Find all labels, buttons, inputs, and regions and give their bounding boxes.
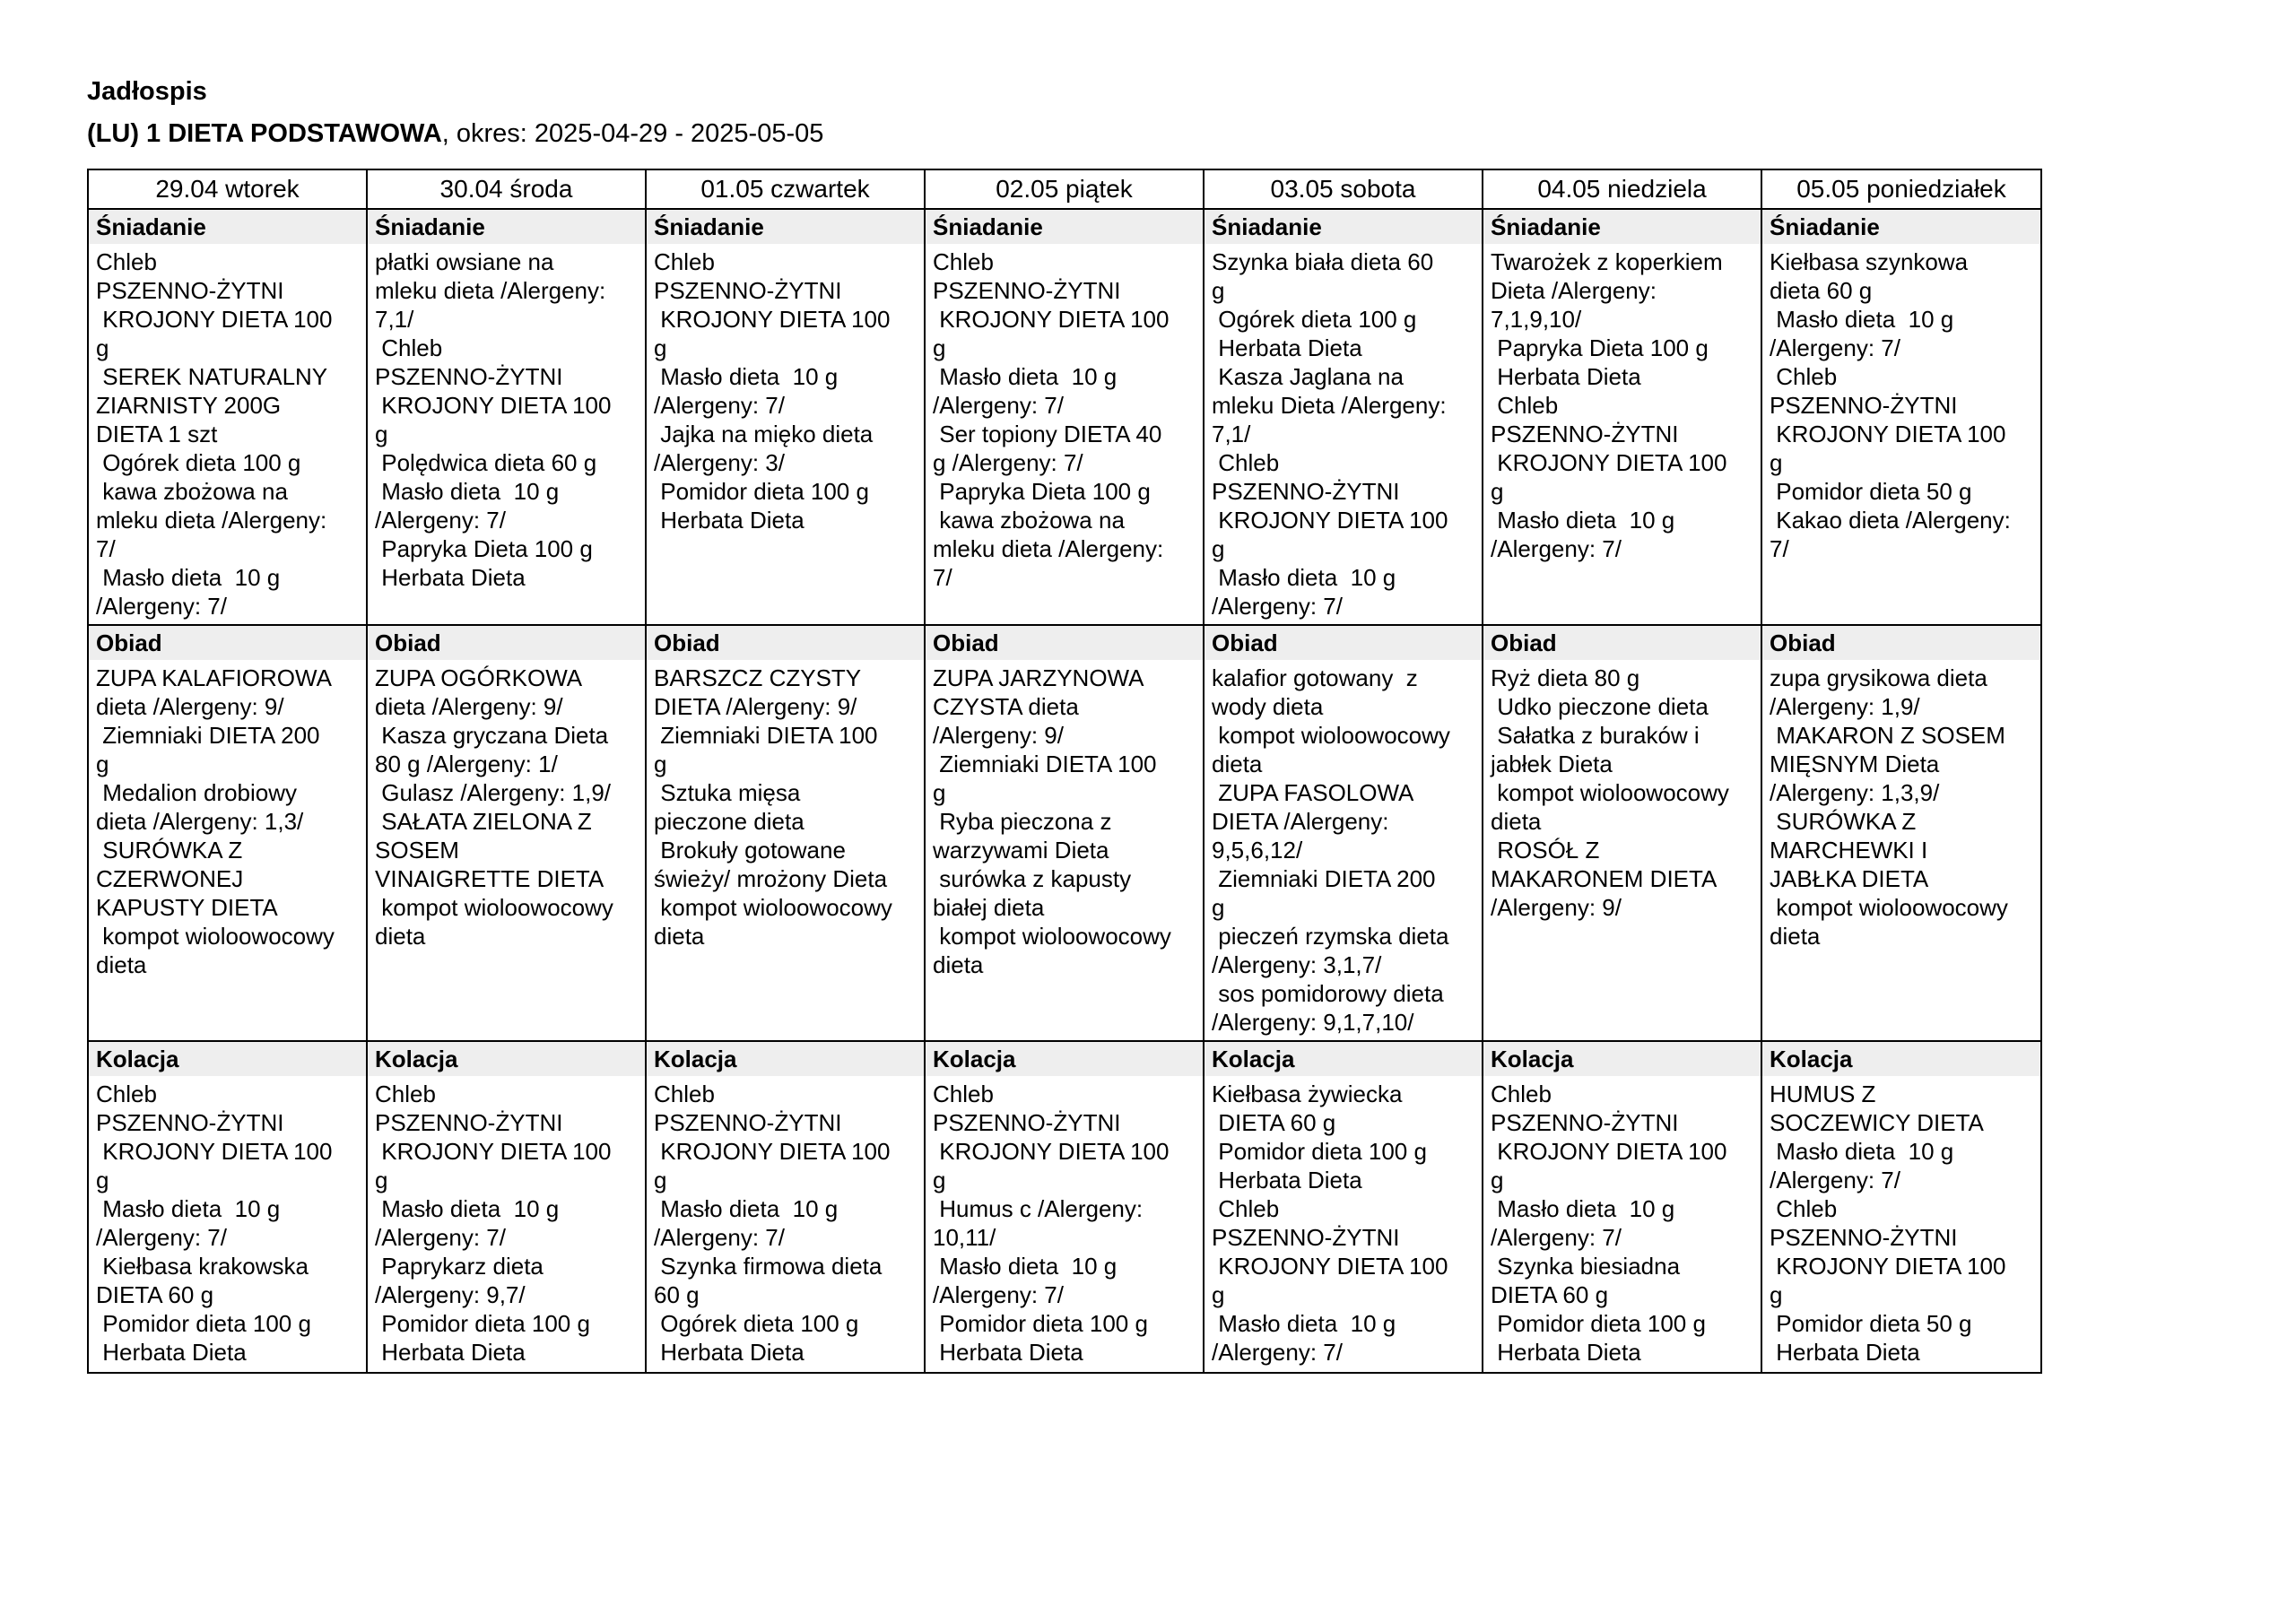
meal-cell [925, 209, 1204, 625]
meal-name: Śniadanie [89, 210, 366, 244]
meal-items: ZUPA OGÓRKOWA dieta /Alergeny: 9/ Kasza gryczana Dieta 80 g /Alergeny: 1/ Gulasz /Alergeny: 1,9/ SAŁATA ZIELONA Z SOSEM VINAIGRETTE DIETA kompot wioloowocowy dieta [375, 664, 613, 950]
day-header-row [88, 169, 2041, 209]
meal-name: Śniadanie [926, 210, 1203, 244]
meal-items: HUMUS Z SOCZEWICY DIETA Masło dieta 10 g /Alergeny: 7/ Chleb PSZENNO-ŻYTNI KROJONY DIETA 100 g Pomidor dieta 50 g Herbata Dieta [1770, 1081, 2006, 1366]
meal-items: ZUPA JARZYNOWA CZYSTA dieta /Alergeny: 9/ Ziemniaki DIETA 100 g Ryba pieczona z warzywami Dieta surówka z kapusty białej dieta kompot wioloowocowy dieta [933, 664, 1171, 978]
meal-cell [367, 209, 646, 625]
meal-name: Kolacja [368, 1042, 645, 1076]
meal-cell [88, 209, 367, 625]
meal-cell [1761, 209, 2041, 625]
meal-cell [1204, 209, 1483, 625]
meal-items: płatki owsiane na mleku dieta /Alergeny: 7,1/ Chleb PSZENNO-ŻYTNI KROJONY DIETA 100 g Polędwica dieta 60 g Masło dieta 10 g /Alergeny: 7/ Papryka Dieta 100 g Herbata Dieta [375, 248, 612, 591]
meal-items: Kiełbasa żywiecka DIETA 60 g Pomidor dieta 100 g Herbata Dieta Chleb PSZENNO-ŻYTNI KROJONY DIETA 100 g Masło dieta 10 g /Alergeny: 7/ [1212, 1081, 1448, 1366]
day-header: 05.05 poniedziałek [1761, 169, 2041, 209]
meal-items: Ryż dieta 80 g Udko pieczone dieta Sałatka z buraków i jabłek Dieta kompot wioloowocowy dieta ROSÓŁ Z MAKARONEM DIETA /Alergeny: 9/ [1491, 664, 1729, 921]
meal-name: Kolacja [89, 1042, 366, 1076]
meal-cell [88, 1041, 367, 1373]
meal-name: Obiad [368, 626, 645, 660]
day-header: 01.05 czwartek [646, 169, 925, 209]
meal-cell [1483, 209, 1761, 625]
meal-cell [88, 625, 367, 1041]
meal-items: Szynka biała dieta 60 g Ogórek dieta 100 g Herbata Dieta Kasza Jaglana na mleku Dieta /Alergeny: 7,1/ Chleb PSZENNO-ŻYTNI KROJONY DIETA 100 g Masło dieta 10 g /Alergeny: 7/ [1212, 248, 1448, 620]
meal-items: Chleb PSZENNO-ŻYTNI KROJONY DIETA 100 g Masło dieta 10 g /Alergeny: 7/ Paprykarz dieta /Alergeny: 9,7/ Pomidor dieta 100 g Herbata Dieta [375, 1081, 612, 1366]
meal-name: Kolacja [647, 1042, 924, 1076]
meal-cell [1204, 625, 1483, 1041]
dinner-row [88, 1041, 2041, 1373]
diet-name: (LU) 1 DIETA PODSTAWOWA [87, 119, 442, 148]
meal-name: Kolacja [1762, 1042, 2040, 1076]
meal-name: Śniadanie [368, 210, 645, 244]
meal-name: Śniadanie [1762, 210, 2040, 244]
meal-items: zupa grysikowa dieta /Alergeny: 1,9/ MAKARON Z SOSEM MIĘSNYM Dieta /Alergeny: 1,3,9/ SURÓWKA Z MARCHEWKI I JABŁKA DIETA kompot wioloowocowy dieta [1770, 664, 2008, 950]
meal-cell [1204, 1041, 1483, 1373]
meal-items: Chleb PSZENNO-ŻYTNI KROJONY DIETA 100 g Masło dieta 10 g /Alergeny: 7/ Jajka na mięko dieta /Alergeny: 3/ Pomidor dieta 100 g Herbata Dieta [654, 248, 891, 534]
meal-cell [646, 209, 925, 625]
period-text: , okres: 2025-04-29 - 2025-05-05 [441, 119, 824, 148]
day-header: 04.05 niedziela [1483, 169, 1761, 209]
meal-name: Obiad [926, 626, 1203, 660]
meal-items: Chleb PSZENNO-ŻYTNI KROJONY DIETA 100 g Masło dieta 10 g /Alergeny: 7/ Ser topiony DIETA 40 g /Alergeny: 7/ Papryka Dieta 100 g kawa zbożowa na mleku dieta /Alergeny: 7/ [933, 248, 1170, 591]
meal-items: BARSZCZ CZYSTY DIETA /Alergeny: 9/ Ziemniaki DIETA 100 g Sztuka mięsa pieczone dieta Brokuły gotowane świeży/ mrożony Dieta kompot wioloowocowy dieta [654, 664, 892, 950]
page-title: Jadłospis [87, 77, 207, 106]
meal-cell [925, 1041, 1204, 1373]
meal-name: Obiad [89, 626, 366, 660]
meal-items: Twarożek z koperkiem Dieta /Alergeny: 7,1,9,10/ Papryka Dieta 100 g Herbata Dieta Chleb PSZENNO-ŻYTNI KROJONY DIETA 100 g Masło dieta 10 g /Alergeny: 7/ [1491, 248, 1727, 562]
meal-name: Śniadanie [647, 210, 924, 244]
meal-cell [367, 625, 646, 1041]
meal-name: Kolacja [1205, 1042, 1482, 1076]
meal-cell [367, 1041, 646, 1373]
meal-items: Chleb PSZENNO-ŻYTNI KROJONY DIETA 100 g Masło dieta 10 g /Alergeny: 7/ Szynka firmowa dieta 60 g Ogórek dieta 100 g Herbata Dieta [654, 1081, 891, 1366]
day-header: 30.04 środa [367, 169, 646, 209]
page-subtitle [87, 116, 823, 152]
meal-items: Chleb PSZENNO-ŻYTNI KROJONY DIETA 100 g Masło dieta 10 g /Alergeny: 7/ Szynka biesiadna DIETA 60 g Pomidor dieta 100 g Herbata Dieta [1491, 1081, 1727, 1366]
meal-name: Kolacja [1483, 1042, 1761, 1076]
meal-name: Kolacja [926, 1042, 1203, 1076]
document [87, 74, 2011, 1366]
day-header: 03.05 sobota [1204, 169, 1483, 209]
meal-cell [1761, 1041, 2041, 1373]
menu-table [87, 169, 2042, 1374]
meal-items: Kiełbasa szynkowa dieta 60 g Masło dieta 10 g /Alergeny: 7/ Chleb PSZENNO-ŻYTNI KROJONY DIETA 100 g Pomidor dieta 50 g Kakao dieta /Alergeny: 7/ [1770, 248, 2011, 562]
day-header: 29.04 wtorek [88, 169, 367, 209]
meal-items: ZUPA KALAFIOROWA dieta /Alergeny: 9/ Ziemniaki DIETA 200 g Medalion drobiowy dieta /Alergeny: 1,3/ SURÓWKA Z CZERWONEJ KAPUSTY DIETA kompot wioloowocowy dieta [96, 664, 335, 978]
meal-items: Chleb PSZENNO-ŻYTNI KROJONY DIETA 100 g Humus c /Alergeny: 10,11/ Masło dieta 10 g /Alergeny: 7/ Pomidor dieta 100 g Herbata Dieta [933, 1081, 1170, 1366]
meal-items: kalafior gotowany z wody dieta kompot wioloowocowy dieta ZUPA FASOLOWA DIETA /Alergeny: 9,5,6,12/ Ziemniaki DIETA 200 g pieczeń rzymska dieta /Alergeny: 3,1,7/ sos pomidorowy dieta /Alergeny: 9,1,7,10/ [1212, 664, 1450, 1036]
meal-name: Obiad [647, 626, 924, 660]
day-header: 02.05 piątek [925, 169, 1204, 209]
meal-cell [925, 625, 1204, 1041]
meal-items: Chleb PSZENNO-ŻYTNI KROJONY DIETA 100 g SEREK NATURALNY ZIARNISTY 200G DIETA 1 szt Ogórek dieta 100 g kawa zbożowa na mleku dieta /Alergeny: 7/ Masło dieta 10 g /Alergeny: 7/ [96, 248, 333, 620]
meal-items: Chleb PSZENNO-ŻYTNI KROJONY DIETA 100 g Masło dieta 10 g /Alergeny: 7/ Kiełbasa krakowska DIETA 60 g Pomidor dieta 100 g Herbata Dieta [96, 1081, 333, 1366]
meal-cell [1483, 1041, 1761, 1373]
meal-name: Śniadanie [1483, 210, 1761, 244]
meal-cell [646, 625, 925, 1041]
meal-name: Obiad [1483, 626, 1761, 660]
meal-cell [1483, 625, 1761, 1041]
meal-name: Śniadanie [1205, 210, 1482, 244]
breakfast-row [88, 209, 2041, 625]
lunch-row [88, 625, 2041, 1041]
meal-name: Obiad [1205, 626, 1482, 660]
meal-name: Obiad [1762, 626, 2040, 660]
meal-cell [646, 1041, 925, 1373]
meal-cell [1761, 625, 2041, 1041]
